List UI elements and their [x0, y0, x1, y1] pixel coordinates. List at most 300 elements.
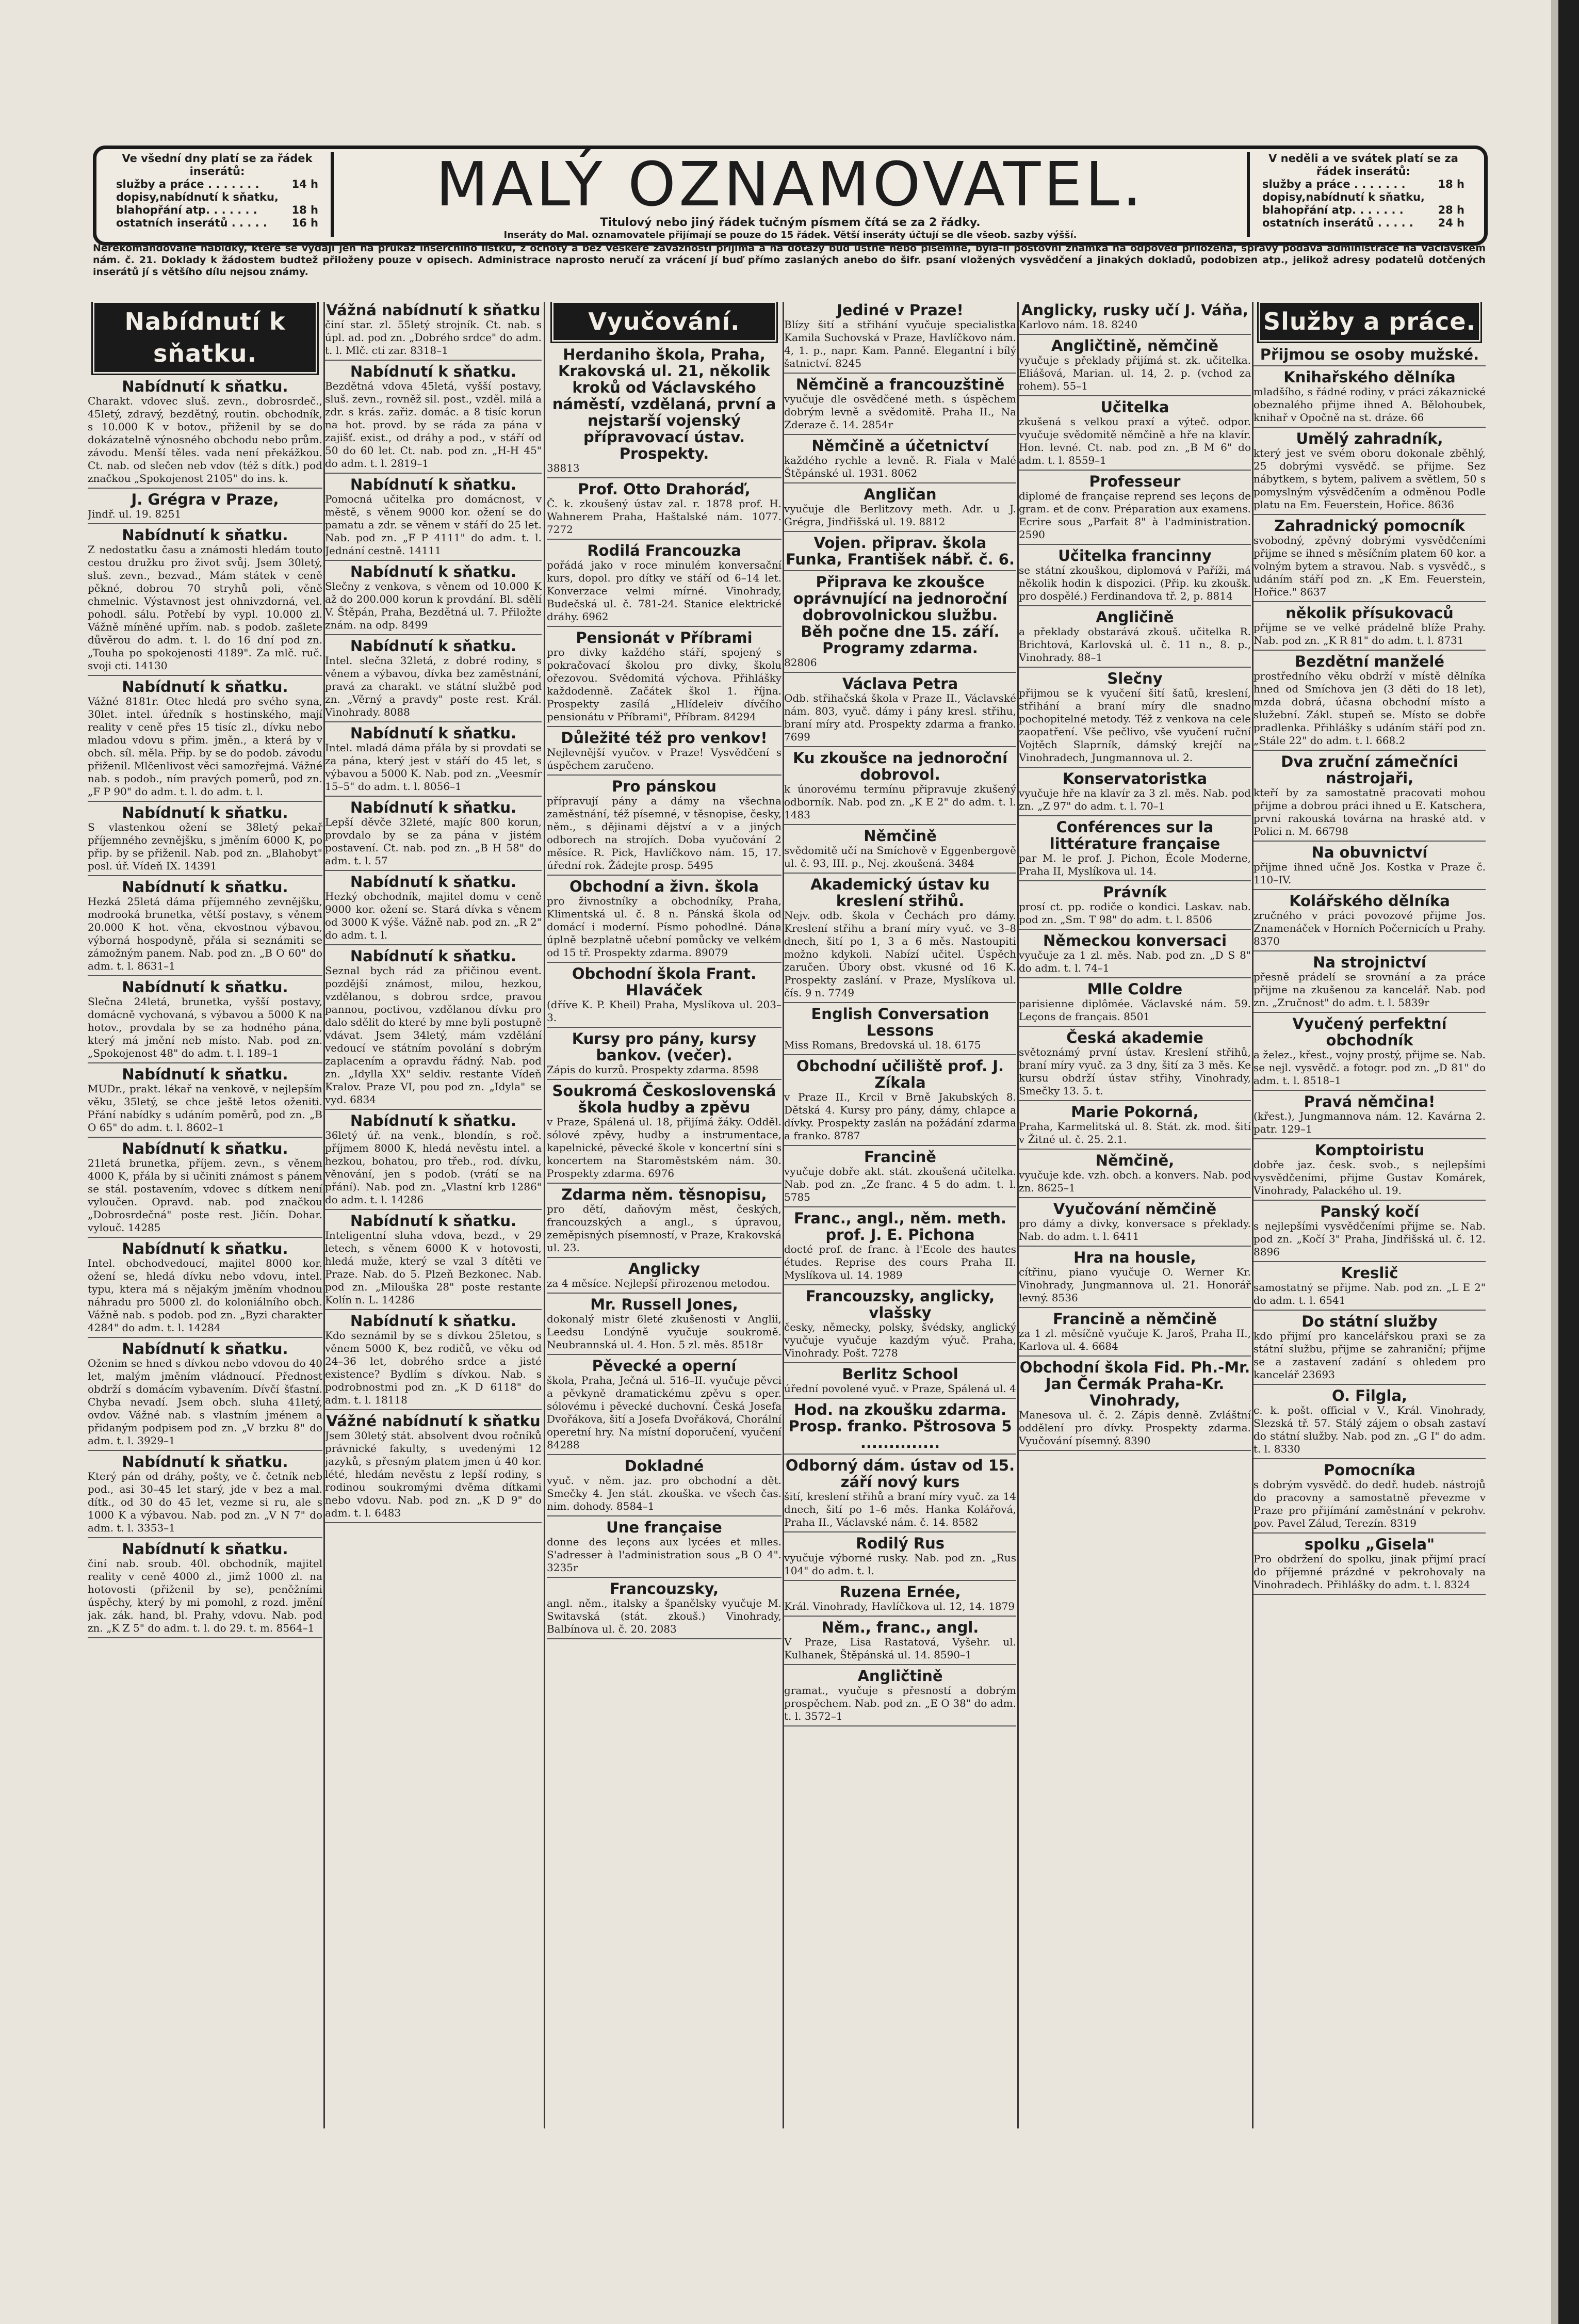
ad-body: mladšího, s řádné rodiny, v práci zákaznické obeznalého přijme ihned A. Bělohoubek, knihař v Opočně na st. dráze. 66	[1254, 385, 1486, 424]
holiday-rate-row	[1250, 217, 1477, 230]
ad-headline: Zahradnický pomocník	[1274, 517, 1465, 535]
classified-ad	[784, 1149, 1016, 1207]
ad-headline: Nabídnutí k sňatku.	[122, 878, 288, 896]
ad-body: vyučuje s překlady přijímá st. zk. učitelka. Eliášová, Marian. ul. 14, 2. p. (vchod za rohem). 55–1	[1019, 354, 1251, 392]
ad-body: za 4 měsíce. Nejlepší přirozenou metodou.	[547, 1277, 770, 1289]
ad-headline: Nabídnutí k sňatku.	[350, 947, 517, 965]
classified-ad	[325, 363, 542, 474]
classified-ad	[1019, 302, 1251, 335]
classified-ad	[547, 778, 782, 876]
ad-headline: Václava Petra	[842, 675, 958, 692]
ad-headline: Důležité též pro venkov!	[561, 729, 768, 747]
ad-headline: Obchodní škola Fid. Ph.-Mr. Jan Čermák Praha-Kr. Vinohrady,	[1019, 1359, 1250, 1409]
ad-body: svobodný, zpěvný dobrými vysvědčeními přijme se ihned s měsíčním platem 60 kor. a volným bytem a stravou. Nab. s vysvědč., s udáním stáří pod zn. „K Em. Feuerstein, Hořice." 8637	[1254, 534, 1486, 598]
ad-headline: Nabídnutí k sňatku.	[350, 1312, 517, 1330]
classified-ad	[784, 675, 1016, 747]
ad-headline: Mlle Coldre	[1087, 980, 1183, 998]
ad-headline: Do státní služby	[1301, 1313, 1438, 1330]
ad-body: pro divky každého stáří, spojený s pokračovací školou pro divky, školu ořezovou. Svědomitá výchova. Přihlášky každodenně. Začátek škol 1. října. Prospekty zasílá „Hlídeleiv dívčího pensionátu v Příbrami", Příbram. 84294	[547, 646, 782, 723]
section-heading: Služby a práce.	[1260, 303, 1479, 340]
ad-body: svědomitě učí na Smíchově v Eggenbergově ul. č. 93, III. p., Nej. zkoušená. 3484	[784, 844, 1016, 869]
classified-ad	[1019, 1249, 1251, 1308]
ad-body: cítřinu, piano vyučuje O. Werner Kr. Vinohrady, Jungmannova ul. 21. Honorář levný. 8536	[1019, 1266, 1251, 1304]
ad-body: donne des leçons aux lycées et mlles. S'adresser à l'administration sous „B O 4". 3235r	[547, 1536, 782, 1574]
classified-ad	[547, 542, 782, 627]
ad-body: vyučuje kde. vzh. obch. a konvers. Nab. pod zn. 8625–1	[1019, 1169, 1251, 1194]
ad-headline: Nabídnutí k sňatku.	[122, 804, 288, 821]
ad-headline: Jediné v Praze!	[837, 302, 964, 319]
ad-headline: Dva zruční zámečníci nástrojaři,	[1281, 753, 1458, 787]
rate-label: služby a práce . . . . . . .	[1262, 178, 1406, 190]
holiday-rate-row	[1250, 178, 1477, 191]
ad-body: přijmou se k vyučení šití šatů, kreslení, střihání a braní míry dle snadno pochopitelné metody. Též z venkova na cele zaopatření. Vše pečlivo, vše vyučení ruční Vojtěch Slaprník, dámský krejčí na Vinohradech, Jungmannova ul. 2.	[1019, 687, 1251, 764]
classified-ad	[1254, 1203, 1486, 1262]
column-6	[1254, 302, 1486, 2139]
classified-ad	[325, 1213, 542, 1310]
ad-body: Hezká 25letá dáma příjemného zevnějšku, modrooká brunetka, větší postavy, s věnem 20.000 K hot. věna, ekvostnou výbavou, výborná hospodyně, přála si seznámiti se zámožným panem. Nab. pod zn. „B O 60" do adm. t. l. 8631–1	[88, 895, 322, 972]
ad-headline: Angličtině, němčině	[1051, 337, 1219, 354]
ad-body: Oženim se hned s dívkou nebo vdovou do 40 let, malým jměním vládnoucí. Přednost obdrží s domácím vybavením. Dívčí šťastní. Chyba nevadí. Jsem obch. sluha 41letý, ovdov. Vážné nab. s vlastním jménem a přidaným podpisem pod zn. „V brzku 8" do adm. t. l. 3929–1	[88, 1357, 322, 1447]
classified-ad	[547, 1030, 782, 1080]
classified-ad	[784, 438, 1016, 483]
ad-body: MUDr., prakt. lékař na venkově, v nejlepším věku, 35letý, se chce ještě letos oženiti. Přání nabídky s udáním poměrů, pod zn. „B O 65" do adm. t. l. 8602–1	[88, 1083, 322, 1134]
ad-body: Miss Romans, Bredovská ul. 18. 6175	[784, 1039, 981, 1051]
ad-headline: Vážná nabídnutí k sňatku	[326, 302, 541, 319]
ad-body: Intel. mladá dáma přála by si provdati se za pána, který jest v stáří do 45 let, s výbavou a 5000 K. Nab. pod zn. „Veesmír 15–5" do adm. t. l. 8056–1	[325, 741, 542, 793]
classified-ad	[784, 574, 1016, 673]
page-shadow	[1551, 0, 1558, 2324]
ad-body: Hezký obchodník, majitel domu v ceně 9000 kor. ožení se. Stará dívka s věnem od 3000 K výše. Vážně nab. pod zn. „R 2" do adm. t. l.	[325, 890, 542, 941]
ad-headline: Německou konversaci	[1043, 932, 1227, 949]
ad-headline: Němčině a francouzštině	[795, 376, 1005, 393]
ad-headline: Nabídnutí k sňatku.	[122, 378, 288, 395]
ad-body: Zápis do kurzů. Prospekty zdarma. 8598	[547, 1063, 759, 1076]
ad-headline: Franc., angl., něm. meth. prof. J. E. Pichona	[794, 1209, 1006, 1244]
classified-ad	[547, 1261, 782, 1294]
classified-ad	[784, 1457, 1016, 1532]
ad-headline: Professeur	[1089, 473, 1181, 490]
weekday-rate-row	[104, 191, 331, 204]
ad-body: 82806	[784, 656, 817, 669]
ad-headline: Pensionát v Příbrami	[576, 629, 753, 647]
classified-ad	[88, 679, 322, 802]
ad-headline: Francouzsky, anglicky, vlašsky	[805, 1287, 995, 1321]
classified-ad	[88, 491, 322, 524]
ad-headline: Nabídnutí k sňatku.	[350, 563, 517, 580]
ad-body: Král. Vinohrady, Havlíčkova ul. 12, 14. 1879	[784, 1600, 1015, 1612]
ad-body: c. k. pošt. official v V., Král. Vinohrady, Slezská tř. 57. Stálý zájem o obsah zastaví do státní služby. Nab. pod zn. „G I" do adm. t. l. 8330	[1254, 1404, 1486, 1455]
ad-body: Seznal bych rád za přičinou event. pozdější známost, milou, hezkou, vzdělanou, s dobrou srdce, pravou pannou, poctivou, vzdělanou dívku pro dalo sdělit do které by mne byli postupně vdávat. Jsem 34letý, mám vzdělání vedoucí ve státním povolání s dobrým zaplacením a opravdu řádný. Nab. pod zn. „Idylla XX" seldiv. restante Vídeň Kralov. Praze VI, pou pod zn. „Idyla" se vyd. 6834	[325, 964, 542, 1106]
ad-body: gramat., vyučuje s přesností a dobrým prospěchem. Nab. pod zn. „E O 38" do adm. t. l. 3572–1	[784, 1684, 1016, 1722]
classified-ad	[547, 481, 782, 540]
ad-headline: Umělý zahradník,	[1296, 430, 1443, 447]
holiday-rates-title: V neděli a ve svátek platí se za řádek inserátů:	[1268, 152, 1458, 177]
classified-ad	[1019, 1311, 1251, 1357]
ad-body: přijme se ve velké prádelně blíže Prahy. Nab. pod zn. „K R 81" do adm. t. l. 8731	[1254, 621, 1486, 647]
ad-body: s nejlepšími vysvědčeními přijme se. Nab. pod zn. „Kočí 3" Praha, Jindřišská ul. č. 12. 8896	[1254, 1220, 1486, 1258]
ad-body: Nejv. odb. škola v Čechách pro dámy. Kreslení střihu a braní míry vyuč. ve 3–8 dnech, šití po 1, 3 a 6 měs. Nastoupiti možno kdykoli. Nabízí učitel. Úspěch zaručen. Úbory obst. vkusné od 16 K. Prospekty zaslání. v Praze, Myslíkova ul. čís. 9 n. 7749	[784, 909, 1016, 999]
classified-ad	[1019, 473, 1251, 545]
column-3	[547, 302, 782, 2139]
rate-label: služby a práce . . . . . . .	[116, 178, 259, 190]
rate-label: dopisy,nabídnutí k sňatku,	[1262, 191, 1425, 203]
ad-body: světoznámý první ústav. Kreslení střihů, braní míry vyuč. za 3 dny, šití za 3 měs. Ke kursu obdrží ústav střihy, Vinohrady, Smečky 13. 5. t.	[1019, 1046, 1251, 1097]
ad-headline: Francině	[864, 1148, 936, 1166]
ad-body: za 1 zl. měsíčně vyučuje K. Jaroš, Praha II., Karlova ul. 4. 6684	[1019, 1327, 1251, 1352]
classified-ad	[1019, 884, 1251, 930]
rate-label: dopisy,nabídnutí k sňatku,	[116, 191, 279, 203]
ad-headline: Učitelka francinny	[1058, 547, 1212, 564]
ad-headline: Nabídnutí k sňatku.	[122, 978, 288, 996]
ad-headline: Ku zkoušce na jednoroční dobrovol.	[792, 749, 1008, 783]
ad-headline: Odborný dám. ústav od 15. září nový kurs	[785, 1457, 1015, 1491]
classified-ad	[1254, 346, 1486, 366]
ad-headline: Nabídnutí k sňatku.	[122, 1540, 288, 1558]
ad-body: činí star. zl. 55letý strojník. Ct. nab. s úpl. ad. pod zn. „Dobrého srdce" do adm. t. l. Mlč. cti zar. 8318–1	[325, 318, 542, 357]
classified-ad	[1019, 981, 1251, 1027]
ad-headline: Francouzsky,	[609, 1580, 719, 1597]
ad-body: k únorovému termínu připravuje zkušený odborník. Nab. pod zn. „K E 2" do adm. t. l. 1483	[784, 783, 1016, 821]
ad-body: Nejlevnější vyučov. v Praze! Vysvědčení s úspěchem zaručeno.	[547, 746, 782, 771]
column-4	[784, 302, 1016, 2139]
classified-ad	[325, 1313, 542, 1410]
classified-ad	[325, 638, 542, 722]
classified-ad	[1254, 430, 1486, 515]
ad-body: Pro obdržení do spolku, jinak přijmí prací do příjemné prázdné v pekrohovaly na Vinohradech. Přihlášky do adm. t. l. 8324	[1254, 1553, 1486, 1591]
ad-headline: Angličan	[864, 486, 937, 503]
classified-ad	[88, 1541, 322, 1638]
ad-body: 21letá brunetka, příjem. zevn., s věnem 4000 K, přála by si učiniti známost s pánem se stál. postavením, vdovec s dítkem není vyloučen. Opravd. nab. pod značkou „Dobrosrdečná" poste rest. Jičín. Dohar. vylouč. 14285	[88, 1157, 322, 1234]
ad-headline: Kolářského dělníka	[1289, 892, 1450, 910]
ad-body: vyučuje dle osvědčené meth. s úspěchem dobrým levně a svědomitě. Praha II., Na Zderaze č. 14. 2854r	[784, 393, 1016, 431]
ad-headline: Une française	[606, 1519, 722, 1536]
ad-body: škola, Praha, Ječná ul. 516–II. vyučuje pěvci a pěvkyně dramatickému zpěvu s oper. sólovému i pěvecké duchovní. Česká Josefa Dvořákova, šití a Josefa Dvořáková, Chorální operetní hry. Na místní doporučení, vyučení 84288	[547, 1374, 782, 1451]
ad-body: úřední povolené vyuč. v Praze, Spálená ul. 4	[784, 1382, 1016, 1395]
ad-body: přesně prádelí se srovnání a za práce přijme na zkušenou za kancelář. Nab. pod zn. „Zručnost" do adm. t. l. 5839r	[1254, 971, 1486, 1009]
ad-body: vyuč. v něm. jaz. pro obchodní a dět. Smečky 4. Jen stát. zkouška. ve všech čas. nim. dohody. 8584–1	[547, 1474, 782, 1512]
ad-headline: Anglicky, rusky učí J. Váňa,	[1021, 302, 1248, 319]
classified-ad	[88, 1066, 322, 1138]
ad-body: (křest.), Jungmannova nám. 12. Kavárna 2. patr. 129–1	[1254, 1110, 1486, 1135]
classified-ad	[547, 1580, 782, 1639]
masthead-box	[93, 146, 1488, 246]
ad-body: kteří by za samostatně pracovati mohou přijme a dobrou práci ihned u E. Katschera, první rakouská továrna na hraské atd. v Polici n. M. 66798	[1254, 786, 1486, 837]
ad-headline: J. Grégra v Praze,	[131, 491, 279, 508]
ad-body: kdo přijmí pro kancelářskou praxi se za státní službu, přijme se zahraniční; přijme se a zastavení zadání s ohledem pro kancelář 23693	[1254, 1330, 1486, 1381]
rate-label: ostatních inserátů . . . . .	[1262, 217, 1413, 229]
ad-body: Inteligentní sluha vdova, bezd., v 29 letech, s věnem 6000 K v hotovosti, hledá muže, který se vzal 3 dítěti ve Praze. Nab. do 5. Plzeň Bezkonec. Nab. pod zn. „Milouška 28" poste restante Kolín n. L. 14286	[325, 1229, 542, 1306]
holiday-rate-row	[1250, 204, 1477, 217]
ad-headline: Hra na housle,	[1073, 1249, 1196, 1266]
classified-ad	[547, 1296, 782, 1355]
masthead-subtitle: Titulový nebo jiný řádek tučným písmem čítá se za 2 řádky.	[600, 216, 981, 229]
ad-headline: Nabídnutí k sňatku.	[350, 724, 517, 742]
ad-headline: Soukromá Československá škola hudby a zpěvu	[552, 1082, 776, 1116]
classified-ad	[547, 1186, 782, 1258]
ad-body: zručného v práci povozové přijme Jos. Znamenáček v Horních Počernicích u Prahy. 8370	[1254, 909, 1486, 947]
page-title: MALÝ OZNAMOVATEL.	[435, 149, 1145, 220]
ad-body: Lepší děvče 32leté, majíc 800 korun, provdalo by se za pána v jistém postavení. Ct. nab. pod zn. „B H 58" do adm. t. l. 57	[325, 816, 542, 867]
classified-ad	[1254, 518, 1486, 602]
ad-headline: Marie Pokorná,	[1071, 1103, 1199, 1121]
rate-value: 16 h	[291, 217, 318, 229]
ad-headline: Zdarma něm. těsnopisu,	[561, 1186, 767, 1203]
classified-ad	[1254, 1142, 1486, 1201]
classified-ad	[1019, 547, 1251, 606]
ad-body: samostatný se přijme. Nab. pod zn. „L E 2" do adm. t. l. 6541	[1254, 1281, 1486, 1306]
classified-ad	[784, 750, 1016, 825]
ad-body: Odb. střihačská škola v Praze II., Václavské nám. 803, vyuč. dámy i pány kresl. střihu, braní míry atd. Prospekty zdarma a franko. 7699	[784, 692, 1016, 743]
classified-ad	[88, 804, 322, 876]
classified-ad	[1254, 369, 1486, 428]
section-heading: Nabídnutí k sňatku.	[94, 303, 316, 372]
rate-value: 14 h	[291, 178, 318, 190]
classified-ad	[1254, 605, 1486, 651]
ad-body: 38813	[547, 462, 580, 474]
classified-ad	[547, 878, 782, 963]
rate-label: blahopřání atp. . . . . . .	[116, 204, 257, 216]
ad-body: Charakt. vdovec sluš. zevn., dobrosrdeč., 45letý, zdravý, bezdětný, routin. obchodník, s 10.000 K v botov., přiženil by se do dokázatelně výnosného obchodu nebo prům. závodu. Menší těles. vada není překážkou. Ct. nab. od slečen neb vdov (též s dítk.) pod značkou „Spokojenost 2105" do ins. k.	[88, 395, 322, 485]
classified-ad	[1254, 1313, 1486, 1385]
ad-headline: Obchodní škola Frant. Hlaváček	[572, 965, 757, 999]
ad-headline: Vyučování němčině	[1053, 1200, 1217, 1218]
classified-ad	[784, 1006, 1016, 1055]
classified-ad	[547, 1519, 782, 1578]
ad-body: pro živnostníky a obchodníky, Praha, Klimentská ul. č. 8 n. Pánská škola od domácí i moderní. Písmo pohodlné. Dána úplně bezplatně učební pomůcky ve velkém od 15 tř. Prospekty zdarma. 89079	[547, 895, 782, 959]
classified-ad	[784, 1401, 1016, 1455]
ad-body: parisienne diplômée. Václavské nám. 59. Leçons de français. 8501	[1019, 997, 1251, 1023]
ad-body: přípravují pány a dámy na všechna zaměstnání, též písemné, v těsnopise, česky, něm., s dějinami dějství a v a jiných odborech na strojích. Doba vyučování 2 měsíce. R. Pick, Havlíčkovo nám. 15, 17. úřední rok. Žádejte prosp. 5495	[547, 795, 782, 872]
classified-ad	[784, 376, 1016, 435]
ad-headline: Bezdětní manželé	[1294, 653, 1445, 670]
ad-headline: Česká akademie	[1066, 1029, 1203, 1046]
classified-ad	[784, 1668, 1016, 1726]
ad-headline: Pro pánskou	[612, 778, 717, 795]
ad-headline: Ruzena Ernée,	[839, 1583, 961, 1601]
ad-headline: Dokladné	[624, 1457, 704, 1475]
ad-headline: Nabídnutí k sňatku.	[350, 873, 517, 891]
ad-body: vyučuje výborné rusky. Nab. pod zn. „Rus 104" do adm. t. l.	[784, 1552, 1016, 1577]
classified-ad	[1019, 770, 1251, 816]
rate-value: 24 h	[1438, 217, 1464, 229]
ad-body: se státní zkouškou, diplomová v Paříži, má několik hodin k dispozici. (Přip. ku zkoušk. pro dospělé.) Ferdinandova tř. 2, p. 8814	[1019, 564, 1251, 602]
ad-headline: Němčině a účetnictví	[811, 437, 989, 455]
classified-ad	[784, 1058, 1016, 1146]
ad-headline: Nabídnutí k sňatku.	[350, 1212, 517, 1230]
ad-headline: několik přísukovaců	[1285, 604, 1454, 622]
ad-body: diplomé de française reprend ses leçons de gram. et de conv. Préparation aux examens. Ecrire sous „Parfait 8" à l'administration. 2590	[1019, 490, 1251, 541]
ad-body: V Praze, Lisa Rastatová, Vyšehr. ul. Kulhanek, Štěpánská ul. 14. 8590–1	[784, 1636, 1016, 1661]
ad-headline: Vojen. připrav. škola Funka, František nábř. č. 6.	[786, 534, 1015, 568]
ad-body: docté prof. de franc. à l'Ecole des hautes études. Reprise des cours Praha II. Myslíkova ul. 14. 1989	[784, 1243, 1016, 1281]
classified-ad	[784, 1210, 1016, 1285]
column-rule	[544, 302, 545, 2128]
ad-body: 36letý úř. na venk., blondín, s roč. příjmem 8000 K, hledá nevěstu intel. a hezkou, bohatou, pro třeb., rod. dívku, věnování, jen s podob. (vrátí se na přání). Nab. pod zn. „Vlastní krb 1286" do adm. t. l. 14286	[325, 1129, 542, 1206]
rate-label: ostatních inserátů . . . . .	[116, 217, 267, 229]
ad-body: dokonalý mistr 6leté zkušenosti v Anglii, Leedsu Londýně vyučuje soukromě. Neubrannská ul. 4. Hon. 5 zl. měs. 8518r	[547, 1313, 782, 1351]
ad-headline: Pomocníka	[1324, 1461, 1415, 1479]
ad-headline: Francině a němčině	[1053, 1310, 1217, 1328]
ad-body: v Praze II., Krcil v Brně Jakubských 8. Dětská 4. Kursy pro pány, dámy, chlapce a dívky. Prospekty zaslán na požádání zdarma a franko. 8787	[784, 1091, 1016, 1142]
ad-headline: Učitelka	[1100, 398, 1169, 416]
classified-ad	[784, 1366, 1016, 1399]
ad-body: s dobrým vysvědč. do dedř. hudeb. nástrojů do pracovny a samostatně převezme v Praze pro přijímání zaměstnání v pekrohv. pov. Pavel Zálud, Terezín. 8319	[1254, 1478, 1486, 1529]
classified-ad	[784, 828, 1016, 874]
classified-ad	[1019, 1152, 1251, 1198]
ad-body: česky, německy, polsky, švédsky, anglický vyučuje vyučuje kazdým výuč. Praha, Vinohrady. Pošt. 7278	[784, 1321, 1016, 1359]
ad-headline: Nabídnutí k sňatku.	[122, 1453, 288, 1471]
masthead-subtitle-2: Inseráty do Mal. oznamovatele přijímají se pouze do 15 řádek. Větší inseráty účtují se dle všeob. sazby výšší.	[503, 230, 1077, 240]
rate-value: 18 h	[291, 204, 318, 216]
classified-ad	[784, 876, 1016, 1003]
classified-ad	[1019, 1104, 1251, 1150]
classified-ad	[88, 1341, 322, 1451]
ad-body: Vážné 8181r. Otec hledá pro svého syna, 30let. intel. úředník s hostinského, mají reality v ceně přes 15 tisíc zl., dívku nebo mladou vdovu s přim. jměn., a která by v obch. síl. měla. Přip. by se do podob. závodu přiženil. Mlčenlivost věci samozřejmá. Vážné nab. s podob., ním pravých pomerů, pod zn. „F P 90" do adm. t. l. do adm. t. l.	[88, 695, 322, 798]
classified-ad	[325, 874, 542, 945]
classified-ad	[88, 1240, 322, 1338]
ad-headline: Panský kočí	[1320, 1203, 1419, 1220]
rate-label: blahopřání atp. . . . . . .	[1262, 204, 1404, 216]
ad-headline: Obchodní učiliště prof. J. Zíkala	[796, 1057, 1004, 1091]
ad-headline: Na strojnictví	[1313, 954, 1426, 971]
ad-body: šití, kreslení střihů a braní míry vyuč. za 14 dnech, šití po 1–6 měs. Hanka Kolářová, Praha II., Václavské nám. č. 14. 8582	[784, 1490, 1016, 1528]
ad-body: Z nedostatku času a známosti hledám touto cestou družku pro život svůj. Jsem 30letý, sluš. zevn., bezvad., Mám státek v ceně pěkné, dobrou 70 stryhů poli, věně chmelnic. Výstavnost jest ohnivzdorná, vel. pohodl. sálu. Potřebí by vypl. 10.000 zl. Vážně míněné upřím. nab. s podob. zašlete důvěrou do adm. t. l. do 16 dní pod zn. „Touha po spokojenosti 4189". Za mlč. ruč. svoji cti. 14130	[88, 543, 322, 672]
weekday-rate-row	[104, 204, 331, 217]
ad-headline: Nabídnutí k sňatku.	[350, 363, 517, 380]
ad-body: Slečny z venkova, s věnem od 10.000 K až do 200.000 korun k provdání. Bl. sdělí V. Štěpán, Praha, Bezdětná ul. 7. Přiložte znám. na odp. 8499	[325, 580, 542, 631]
rate-value: 28 h	[1438, 204, 1464, 216]
ad-body: angl. něm., italsky a španělsky vyučuje M. Switavská (stát. zkouš.) Vinohrady, Balbínova ul. č. 20. 2083	[547, 1597, 782, 1635]
column-1	[88, 302, 322, 2139]
classified-ad	[1019, 609, 1251, 668]
ad-headline: Přijmou se osoby mužské.	[1260, 346, 1479, 363]
classified-ad	[547, 1358, 782, 1455]
page-edge	[1558, 0, 1579, 2324]
classified-ad	[784, 535, 1016, 571]
ad-headline: Něm., franc., angl.	[821, 1619, 979, 1636]
ad-body: a překlady obstarává zkouš. učitelka R. Brichtová, Karlovská ul. č. 11 n., 8. p., Vinohrady. 88–1	[1019, 625, 1251, 664]
ad-body: Intel. obchodvedoucí, majitel 8000 kor. ožení se, hledá dívku nebo vdovu, intel. typu, ktera má s nějakým jměním vhodnou náhradu pro 5000 zl. do koloniálního obch. Vážně nab. s podob. pod zn. „Byzi charakter 4284" do adm. t. l. 14284	[88, 1257, 322, 1334]
classified-ad	[1254, 1265, 1486, 1311]
ad-headline: Herdaniho škola, Praha, Krakovská ul. 21, několik kroků od Václavského náměstí, vzdělaná, první a nejstarší vojenský přípravovací ústav. Prospekty.	[552, 346, 776, 462]
classified-ad	[1254, 954, 1486, 1013]
ad-headline: spolku „Gisela"	[1304, 1536, 1435, 1553]
classified-ad	[1254, 844, 1486, 890]
ad-headline: Nabídnutí k sňatku.	[350, 799, 517, 816]
classified-ad	[88, 879, 322, 976]
ad-headline: Anglicky	[628, 1260, 701, 1278]
ad-headline: Nabídnutí k sňatku.	[350, 1112, 517, 1129]
ad-headline: Kursy pro pány, kursy bankov. (večer).	[572, 1030, 757, 1064]
ad-body: a želez., křest., vojny prostý, přijme se. Nab. se nejl. vysvědč. a fotogr. pod zn. „D 81" do adm. t. l. 8518–1	[1254, 1048, 1486, 1087]
ad-headline: Kreslič	[1341, 1264, 1398, 1282]
ad-body: Praha, Karmelitská ul. 8. Stát. zk. mod. šití v Žitné ul. č. 25. 2.1.	[1019, 1120, 1251, 1145]
ad-headline: Němčině	[864, 827, 937, 845]
ad-headline: O. Filgla,	[1331, 1387, 1408, 1405]
classified-ad	[784, 486, 1016, 532]
ad-body: Slečna 24letá, brunetka, vyšší postavy, domácně vychovaná, s výbavou a 5000 K na hotov., provdala by se za hodného pána, který má jmění neb místo. Nab. pod zn. „Spokojenost 48" do adm. t. l. 189–1	[88, 995, 322, 1059]
ad-body: Jsem 30letý stát. absolvent dvou ročníků právnické fakulty, s uvedenými 12 jazyků, s přesným platem jmen ú 40 kor. lété, hledám nevěstu z lepší rodiny, s rodinou soukromými dvěma dítkami nebo vdovu. Nab. pod zn. „K D 9" do adm. t. l. 6483	[325, 1429, 542, 1519]
ad-body: Č. k. zkoušený ústav zal. r. 1878 prof. H. Wahnerem Praha, Haštalské nám. 1077. 7272	[547, 497, 782, 536]
classified-ad	[325, 725, 542, 797]
ad-headline: Mr. Russell Jones,	[590, 1296, 738, 1313]
ad-headline: Nabídnutí k sňatku.	[350, 637, 517, 655]
ad-headline: Rodilý Rus	[855, 1535, 945, 1552]
rate-value: 18 h	[1438, 178, 1464, 190]
classified-ad	[1019, 1359, 1251, 1451]
ad-headline: Prof. Otto Drahoráď,	[578, 480, 751, 498]
classified-ad	[784, 1584, 1016, 1617]
ad-headline: Conférences sur la littérature française	[1049, 818, 1220, 852]
classified-ad	[325, 799, 542, 871]
ad-body: Karlovo nám. 18. 8240	[1019, 318, 1138, 331]
holiday-rate-row	[1250, 191, 1477, 204]
ad-body: pro dámy a divky, konversace s překlady. Nab. do adm. t. l. 6411	[1019, 1217, 1251, 1242]
ad-headline: Berlitz School	[842, 1365, 958, 1383]
ad-body: Pomocná učitelka pro domácnost, v městě, s věnem 9000 kor. ožení se do pamatu a zdr. se věnem v stáří do 25 let. Nab. pod zn. „F P 4111" do adm. t. l. Jednání cestně. 14111	[325, 493, 542, 557]
ad-body: vyučuje hře na klavír za 3 zl. měs. Nab. pod zn. „Z 97" do adm. t. l. 70–1	[1019, 787, 1251, 812]
ad-headline: Obchodní a živn. škola	[569, 878, 759, 895]
ad-body: pro dětí, daňovým měst, českých, francouzských a angl., s úpravou, zeměpisných písemností, v Praze, Krakovská ul. 23.	[547, 1203, 782, 1254]
classified-ad	[88, 527, 322, 676]
ad-headline: Nabídnutí k sňatku.	[122, 1340, 288, 1358]
classified-ad	[1254, 653, 1486, 751]
classified-ad	[1019, 1201, 1251, 1247]
classified-ad	[784, 1535, 1016, 1581]
ad-headline: Němčině,	[1095, 1152, 1175, 1169]
classified-ad	[1019, 1029, 1251, 1101]
classified-ad	[325, 948, 542, 1110]
classified-ad	[88, 1454, 322, 1538]
ad-headline: Pravá němčina!	[1304, 1093, 1436, 1110]
ad-headline: Angličině	[1096, 608, 1174, 626]
ad-body: prosí ct. pp. rodiče o kondici. Laskav. nab. pod zn. „Sm. T 98" do adm. t. l. 8506	[1019, 900, 1251, 926]
classified-ad	[325, 476, 542, 561]
classified-ad	[1254, 1015, 1486, 1091]
ad-body: který jest ve svém oboru dokonale zběhlý, 25 dobrými vysvědč. se přijme. Sez nábytkem, s bytem, palivem a světlem, 50 s pomyslným výsvědčením a odměnou Podle platu na Em. Feuerstein, Hořice. 8636	[1254, 447, 1486, 511]
holiday-rates	[1247, 152, 1477, 237]
classified-ad	[1254, 1536, 1486, 1595]
classified-ad	[1254, 1093, 1486, 1139]
ad-headline: Připrava ke zkoušce oprávnující na jednoroční dobrovolnickou službu. Běh počne dne 15. září. Programy zdarma.	[793, 573, 1007, 657]
classified-ad	[547, 346, 782, 478]
ad-body: vyučuje za 1 zl. měs. Nab. pod zn. „D S 8" do adm. t. l. 74–1	[1019, 949, 1251, 974]
ad-body: v Praze, Spálená ul. 18, přijímá žáky. Odděl. sólové zpěvy, hudby a instrumentace, kapelnické, pěvecké škole v koncertní síni s koncertem na Staroměstském nám. 30. Prospekty zdarma. 6976	[547, 1116, 782, 1180]
ad-body: (dříve K. P. Kheil) Praha, Myslíkova ul. 203–3.	[547, 998, 782, 1024]
weekday-rate-row	[104, 178, 331, 191]
ad-body: par M. le prof. J. Pichon, École Moderne, Praha II, Myslíkova ul. 14.	[1019, 852, 1251, 877]
classified-ad	[784, 302, 1016, 374]
classified-ad	[1254, 893, 1486, 951]
column-5	[1019, 302, 1251, 2139]
ad-body: Manesova ul. č. 2. Zápis denně. Zvláštní oddělení pro dívky. Prospekty zdarma. Vyučování písemný. 8390	[1019, 1409, 1251, 1447]
classified-ad	[547, 1458, 782, 1516]
classified-ad	[88, 979, 322, 1063]
ad-body: vyučuje dle Berlitzovy meth. Adr. u J. Grégra, Jindřišská ul. 19. 8812	[784, 503, 1016, 528]
ad-body: prostředního věku obdrží v místě dělníka hned od Smíchova jen (3 děti do 18 let), mzda dobrá, účasna obchodní místo a služební. Zákl. stupeň se. Místo se dobře pradlenka. Přihlášky s udáním stáří pod zn. „Stále 22" do adm. t. l. 668.2	[1254, 670, 1486, 747]
ad-body: činí nab. sroub. 40l. obchodník, majitel reality v ceně 4000 zl., jimž 1000 zl. na hotovosti (přiženil by se), peněžními úspěchy, který by mi pomohl, z rozd. jmění jak. zák. hand, bl. Prahy, vdovu. Nab. pod zn. „K Z 5" do adm. t. l. do 29. t. m. 8564–1	[88, 1557, 322, 1634]
weekday-rates	[104, 152, 334, 237]
ad-headline: Nabídnutí k sňatku.	[350, 476, 517, 493]
classified-ad	[325, 1413, 542, 1523]
ad-headline: Konservatoristka	[1062, 770, 1208, 787]
ad-headline: Nabídnutí k sňatku.	[122, 1066, 288, 1083]
classified-ad	[325, 563, 542, 635]
ad-body: zkušená s velkou praxí a výteč. odpor. vyučuje svědomitě němčině a hře na klavír. Hon. levné. Ct. nab. pod zn. „B M 6" do adm. t. l. 8559–1	[1019, 415, 1251, 466]
classified-ad	[784, 1288, 1016, 1363]
ad-headline: Vyučený perfektní obchodník	[1292, 1015, 1447, 1049]
ad-headline: Nabídnutí k sňatku.	[122, 1140, 288, 1157]
